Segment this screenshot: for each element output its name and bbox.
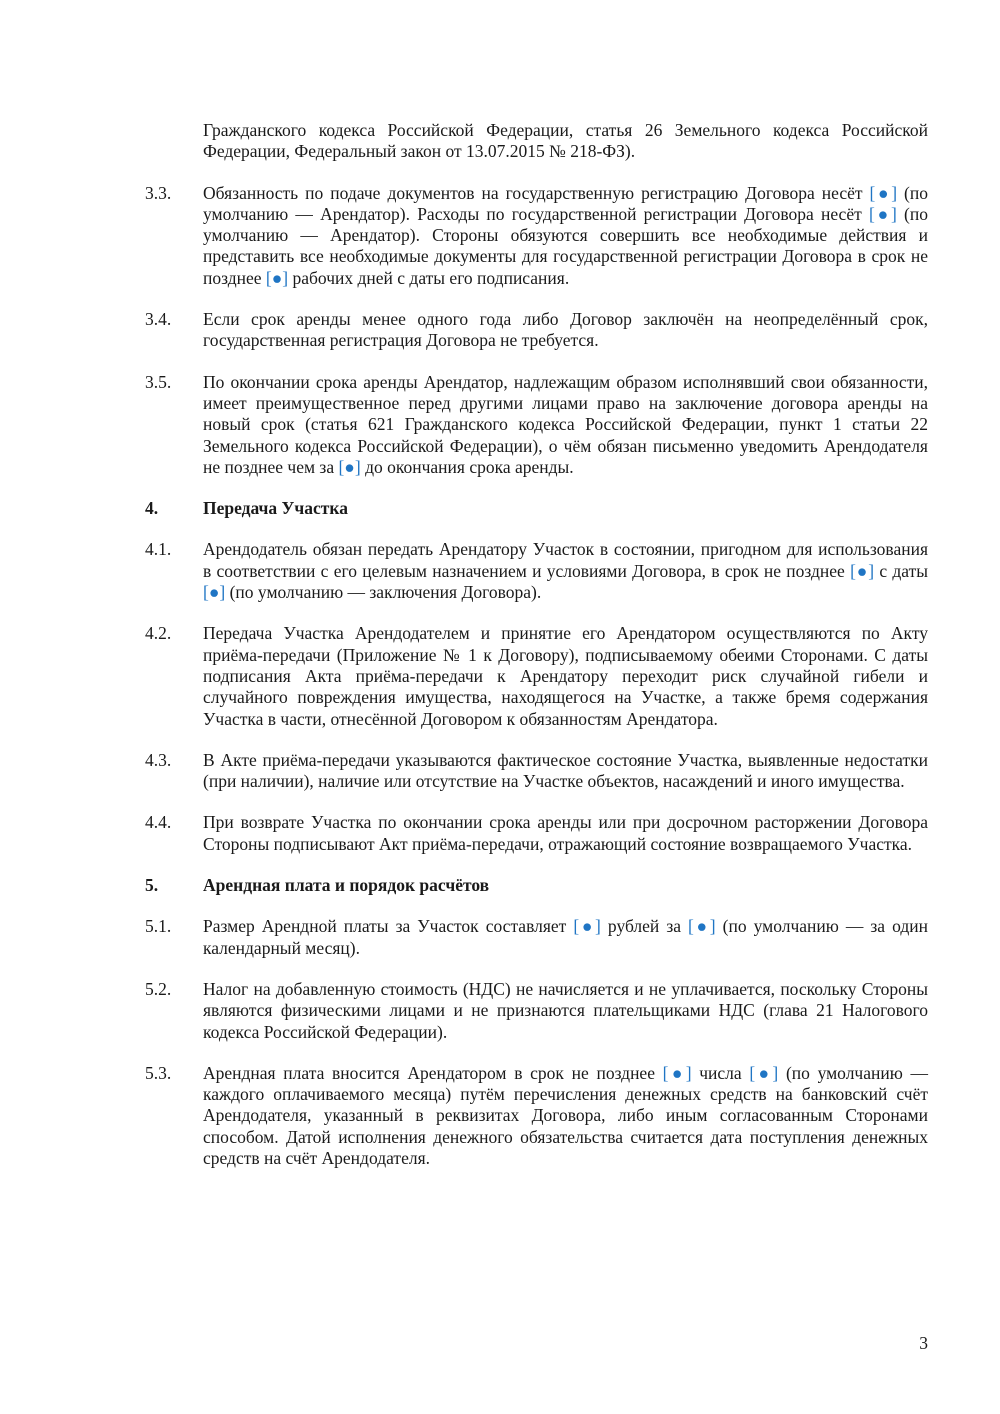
clause-number: 3.4. [145, 309, 172, 330]
placeholder-field[interactable]: [●] [688, 916, 716, 937]
clause-3-4 [145, 309, 928, 352]
text-segment: до окончания срока аренды. [360, 456, 574, 477]
placeholder-field[interactable]: [●] [850, 560, 875, 581]
clause-4-3 [145, 750, 928, 793]
clause-text [203, 372, 928, 478]
placeholder-field[interactable]: [●] [573, 916, 601, 937]
clause-5-3 [145, 1063, 928, 1169]
clause-5-1 [145, 916, 928, 959]
clause-text: При возврате Участка по окончании срока аренды или при досрочном расторжении Договора Стороны подписывают Акт приёма-передачи, отражающий состояние возвращаемого Участка. [203, 812, 928, 854]
section-number: 4. [145, 498, 159, 519]
section-title: Арендная плата и порядок расчётов [203, 875, 490, 896]
text-segment: Обязанность по подаче документов на государственную регистрацию Договора несёт [203, 182, 870, 203]
section-number: 5. [145, 875, 159, 896]
text-segment: Арендодатель обязан передать Арендатору Участок в состоянии, пригодном для использования в соответствии с его целевым назначением и условиями Договора, в срок не позднее [203, 539, 928, 581]
clause-number: 5.2. [145, 978, 172, 999]
clause-text: В Акте приёма-передачи указываются фактическое состояние Участка, выявленные недостатки (при наличии), наличие или отсутствие на Участке объектов, насаждений и иного имущества. [203, 749, 928, 792]
clause-text [203, 1063, 928, 1169]
text-segment: (по умолчанию — за один календарный месяц). [203, 916, 928, 958]
clause-text [203, 539, 928, 603]
clause-number: 4.3. [145, 749, 172, 770]
clause-4-1 [145, 539, 928, 603]
section-heading-4 [145, 498, 928, 519]
placeholder-field[interactable]: [●] [203, 582, 226, 603]
placeholder-field[interactable]: [●] [869, 182, 898, 203]
section-title: Передача Участка [203, 498, 348, 519]
page-number: 3 [919, 1333, 928, 1353]
placeholder-field[interactable]: [●] [265, 267, 289, 288]
text-segment: Арендная плата вносится Арендатором в срок не позднее [203, 1062, 663, 1083]
text-segment: (по умолчанию — Арендатор). Стороны обязуются совершить все необходимые действия и представить все необходимые документы для государственной регистрации Договора в срок не позднее [203, 203, 928, 288]
clause-3-3 [145, 183, 928, 289]
text-segment: с даты [874, 560, 928, 581]
clause-text [203, 916, 928, 959]
placeholder-field[interactable]: [●] [868, 203, 897, 224]
clause-3-5 [145, 372, 928, 478]
placeholder-field[interactable]: [●] [662, 1062, 692, 1083]
text-segment: (по умолчанию — Арендатор). Расходы по государственной регистрации Договора несёт [203, 182, 928, 224]
text-segment: рублей за [600, 916, 689, 937]
text-segment: По окончании срока аренды Арендатор, надлежащим образом исполнявший свои обязанности, имеет преимущественное перед другими лицами право на заключение договора аренды на новый срок (статья 621 Гражданского кодекса Российской Федерации, пункт 1 статьи 22 Земельного кодекса Российской Федерации), о чём обязан письменно уведомить Арендодателя не позднее чем за [203, 371, 928, 477]
text-segment: (по умолчанию — каждого оплачиваемого месяца) путём перечисления денежных средств на банковский счёт Арендодателя, указанный в реквизитах Договора, либо иным согласованным Сторонами способом. Датой исполнения денежного обязательства считается дата поступления денежных средств на счёт Арендодателя. [203, 1062, 928, 1168]
document-body [145, 120, 928, 1189]
clause-number: 4.4. [145, 812, 172, 833]
text-segment: Размер Арендной платы за Участок составляет [203, 916, 574, 937]
clause-5-2 [145, 979, 928, 1043]
clause-4-2 [145, 623, 928, 729]
placeholder-field[interactable]: [●] [749, 1062, 779, 1083]
text-segment: рабочих дней с даты его подписания. [288, 267, 570, 288]
section-heading-5 [145, 875, 928, 896]
clause-number: 5.3. [145, 1062, 172, 1083]
clause-3-2-continuation [145, 120, 928, 163]
clause-number: 3.5. [145, 371, 172, 392]
text-segment: (по умолчанию — заключения Договора). [225, 582, 542, 603]
clause-number: 5.1. [145, 916, 172, 937]
clause-number: 4.1. [145, 539, 172, 560]
clause-number: 3.3. [145, 182, 172, 203]
clause-text: Если срок аренды менее одного года либо Договор заключён на неопределённый срок, государственная регистрация Договора не требуется. [203, 309, 928, 351]
clause-text [203, 183, 928, 289]
clause-text: Налог на добавленную стоимость (НДС) не начисляется и не уплачивается, поскольку Стороны являются физическими лицами и не признаются плательщиками НДС (глава 21 Налогового кодекса Российской Федерации). [203, 978, 928, 1042]
clause-text: Передача Участка Арендодателем и принятие его Арендатором осуществляются по Акту приёма-передачи (Приложение № 1 к Договору), подписываемому обеими Сторонами. С даты подписания Акта приёма-передачи к Арендатору переходит риск случайной гибели и случайного повреждения имущества, находящегося на Участке, а также бремя содержания Участка в части, отнесённой Договором к обязанностям Арендатора. [203, 623, 928, 729]
clause-number: 4.2. [145, 623, 172, 644]
placeholder-field[interactable]: [●] [338, 456, 361, 477]
clause-4-4 [145, 812, 928, 855]
text-segment: числа [691, 1062, 750, 1083]
clause-text: Гражданского кодекса Российской Федерации, статья 26 Земельного кодекса Российской Федерации, Федеральный закон от 13.07.2015 № 218-ФЗ). [203, 120, 928, 162]
